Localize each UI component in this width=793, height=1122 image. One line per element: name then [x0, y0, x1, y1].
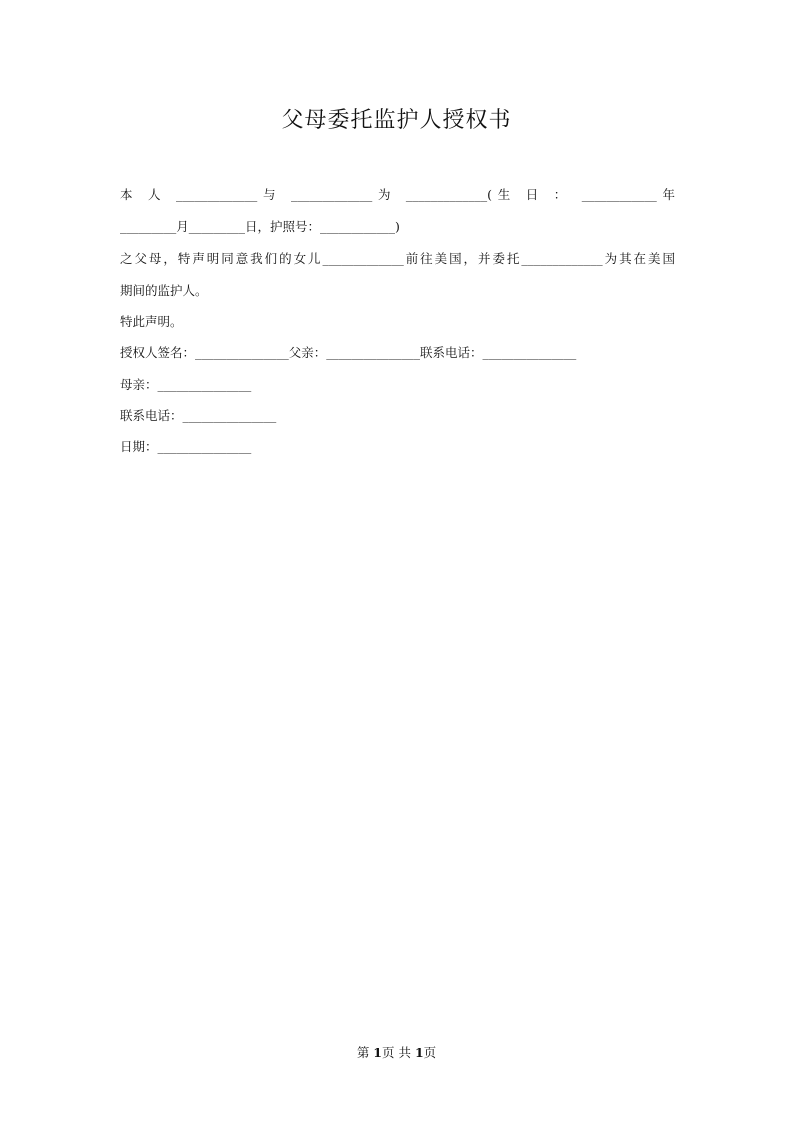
- page-footer: [0, 1043, 793, 1061]
- declaration-line-2: _________月_________日，护照号：____________): [120, 219, 400, 234]
- declaration-line-3: 之父母，特声明同意我们的女儿_____________前往美国，并委托_____________为其在美国: [120, 251, 675, 266]
- declaration-line-4: 期间的监护人。: [120, 283, 208, 298]
- phone-line: 联系电话：_______________: [120, 408, 277, 423]
- declaration-line-1: 本 人 _____________与 _____________为 _____________(生 日 ： ____________年: [120, 187, 675, 202]
- signature-line: 授权人签名：_______________父亲：_______________联系电话：_______________: [120, 345, 577, 360]
- document-title: 父母委托监护人授权书: [281, 108, 512, 133]
- footer-page-number: 1: [373, 1045, 382, 1060]
- date-line: 日期：_______________: [120, 439, 252, 454]
- footer-pre: 第: [356, 1045, 374, 1060]
- footer-mid: 页 共: [382, 1045, 415, 1060]
- footer-post: 页: [423, 1045, 437, 1060]
- mother-line: 母亲：_______________: [120, 377, 252, 392]
- statement-line: 特此声明。: [120, 314, 183, 329]
- footer-total-pages: 1: [414, 1045, 424, 1060]
